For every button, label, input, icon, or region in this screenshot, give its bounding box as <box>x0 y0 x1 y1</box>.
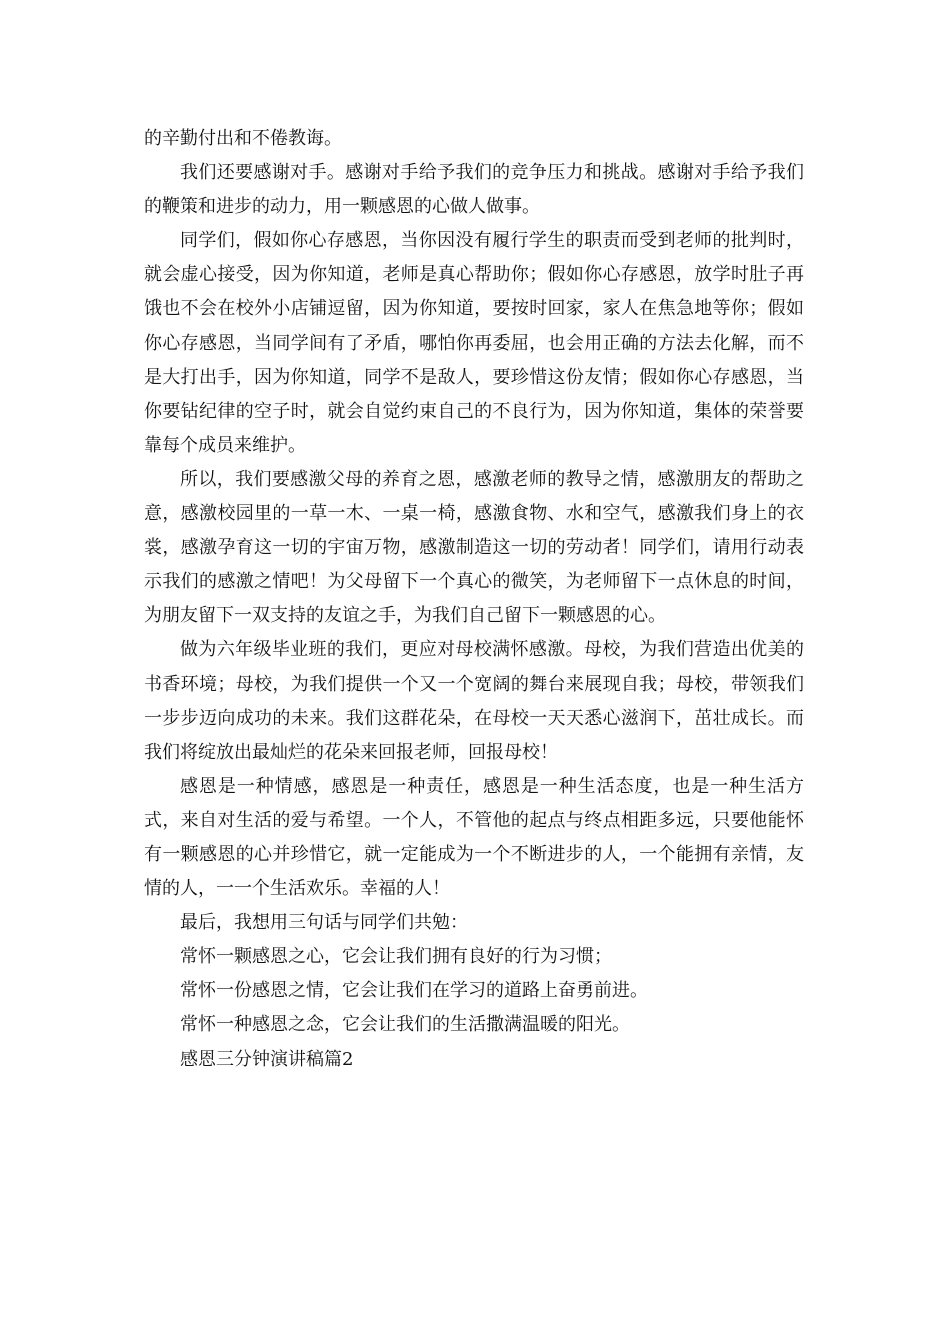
document-body <box>144 122 804 1077</box>
paragraph-motto-1: 常怀一颗感恩之心，它会让我们拥有良好的行为习惯； <box>180 946 612 968</box>
paragraph-alma-mater: 做为六年级毕业班的我们，更应对母校满怀感激。母校，为我们营造出优美的书香环境；母校，为我们提供一个又一个宽阔的舞台来展现自我；母校，带领我们一步步迈向成功的未来。我们这群花朵，在母校一天天悉心滋润下，茁壮成长。而我们将绽放出最灿烂的花朵来回报老师，回报母校！ <box>144 639 804 763</box>
paragraph-gratitude-emotion: 感恩是一种情感，感恩是一种责任，感恩是一种生活态度，也是一种生活方式，来自对生活的爱与希望。一个人，不管他的起点与终点相距多远，只要他能怀有一颗感恩的心并珍惜它，就一定能成为一个不断进步的人，一个能拥有亲情，友情的人，一一个生活欢乐。幸福的人！ <box>144 775 804 900</box>
paragraph-motto-3: 常怀一种感恩之念，它会让我们的生活撒满温暖的阳光。 <box>180 1014 630 1036</box>
paragraph-motto-2: 常怀一份感恩之情，它会让我们在学习的道路上奋勇前进。 <box>180 980 648 1002</box>
paragraph-continuation: 的辛勤付出和不倦教诲。 <box>144 128 342 149</box>
paragraph-thank-rivals: 我们还要感谢对手。感谢对手给予我们的竞争压力和挑战。感谢对手给予我们的鞭策和进步的动力，用一颗感恩的心做人做事。 <box>144 162 804 218</box>
paragraph-gratitude-list: 所以，我们要感激父母的养育之恩，感激老师的教导之情，感激朋友的帮助之意，感激校园里的一草一木、一桌一椅，感激食物、水和空气，感激我们身上的衣裳，感激孕育这一切的宇宙万物，感激制造这一切的劳动者！同学们，请用行动表示我们的感激之情吧！为父母留下一个真心的微笑，为老师留下一点休息的时间，为朋友留下一双支持的友谊之手，为我们自己留下一颗感恩的心。 <box>144 468 804 627</box>
section-heading: 感恩三分钟演讲稿篇2 <box>180 1048 354 1070</box>
paragraph-grateful-heart: 同学们，假如你心存感恩，当你因没有履行学生的职责而受到老师的批判时，就会虚心接受，因为你知道，老师是真心帮助你；假如你心存感恩，放学时肚子再饿也不会在校外小店铺逗留，因为你知道，要按时回家，家人在焦急地等你；假如你心存感恩，当同学间有了矛盾，哪怕你再委屈，也会用正确的方法去化解，而不是大打出手，因为你知道，同学不是敌人，要珍惜这份友情；假如你心存感恩，当你要钻纪律的空子时，就会自觉约束自己的不良行为，因为你知道，集体的荣誉要靠每个成员来维护。 <box>144 230 804 456</box>
paragraph-closing-intro: 最后，我想用三句话与同学们共勉： <box>180 912 468 934</box>
